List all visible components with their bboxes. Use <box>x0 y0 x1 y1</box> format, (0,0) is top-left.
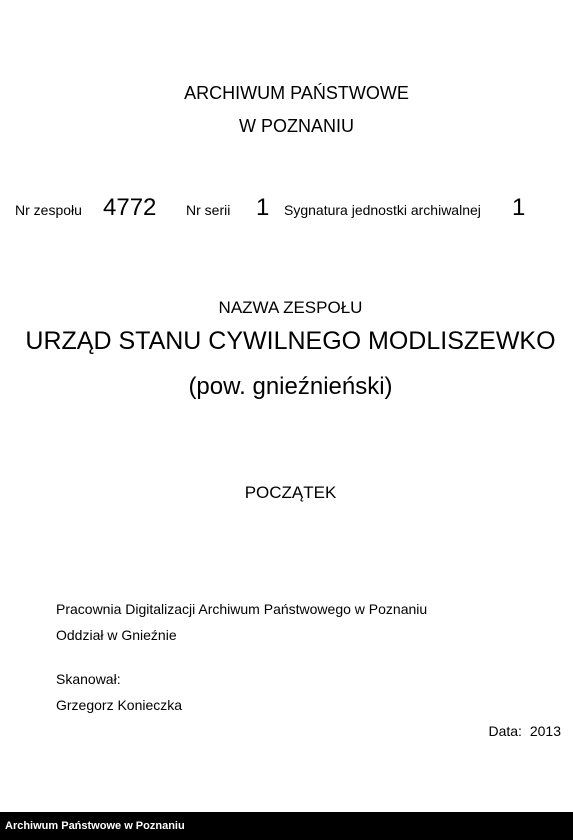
scanned-by-name: Grzegorz Konieczka <box>56 697 183 713</box>
footer-bar <box>0 812 573 840</box>
fonds-name: URZĄD STANU CYWILNEGO MODLISZEWKO <box>25 327 556 355</box>
scan-date-label: Data: <box>488 723 522 739</box>
footer-text: Archiwum Państwowe w Poznaniu <box>5 820 185 832</box>
series-number-label: Nr serii <box>186 202 231 218</box>
fonds-name-label: NAZWA ZESPOŁU <box>218 298 363 317</box>
scan-date <box>484 723 561 739</box>
section-marker: POCZĄTEK <box>244 483 337 502</box>
fonds-number-label: Nr zespołu <box>15 202 82 218</box>
archive-name-line2: W POZNANIU <box>239 116 354 136</box>
fonds-district: (pow. gnieźnieński) <box>188 373 393 400</box>
digitization-branch: Oddział w Gnieźnie <box>56 627 177 643</box>
fonds-number-value: 4772 <box>103 194 157 221</box>
scan-date-value: 2013 <box>529 723 561 739</box>
digitization-lab: Pracownia Digitalizacji Archiwum Państwowego w Poznaniu <box>56 601 428 617</box>
unit-signature-label: Sygnatura jednostki archiwalnej <box>284 202 481 218</box>
scanned-by-label: Skanował: <box>56 671 121 687</box>
series-number-value: 1 <box>256 194 270 221</box>
archive-name-line1: ARCHIWUM PAŃSTWOWE <box>184 83 409 103</box>
unit-signature-value: 1 <box>512 194 526 221</box>
